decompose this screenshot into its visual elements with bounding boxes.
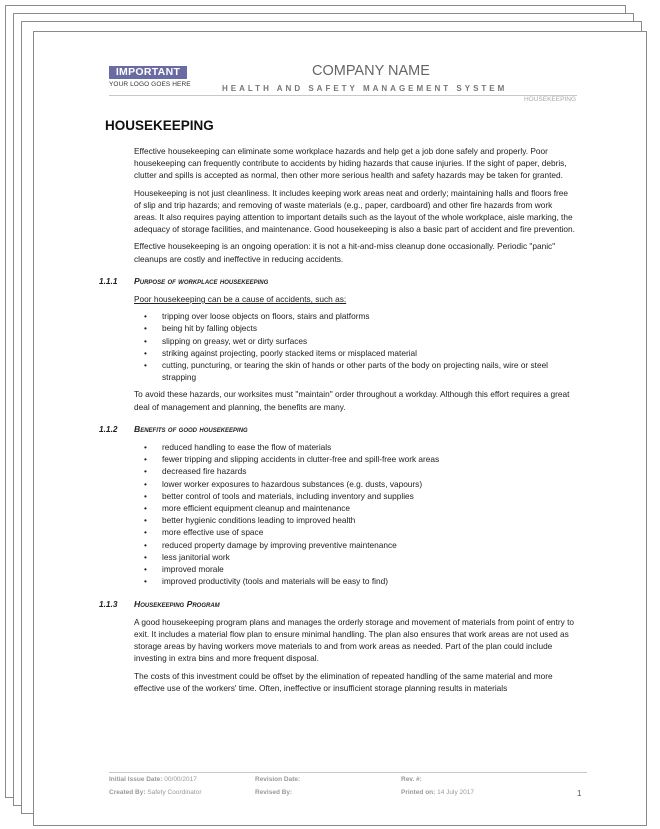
list-item: • tripping over loose objects on floors, stairs and platforms: [144, 311, 370, 322]
benefits-list: [134, 441, 576, 587]
section-number: 1.1.1: [99, 275, 118, 286]
intro-paragraph: Effective housekeeping is an ongoing operation: it is not a hit-and-miss cleanup done occasionally. Periodic "panic" cleanups are costly and ineffective in reducing accidents.: [134, 241, 556, 264]
list-item: • improved morale: [144, 564, 224, 575]
section-heading: [99, 598, 576, 610]
section-title: Housekeeping Program: [134, 598, 220, 609]
intro-paragraph: Housekeeping is not just cleanliness. It includes keeping work areas neat and orderly; maintaining halls and floors free of slip and trip hazards; and removing of waste materials (e.g., paper, cardboard) and other fire hazards from work areas. It also requires paying attention to important details such as the layout of the whole workplace, aisle marking, the adequacy of storage facilities, and maintenance. Good housekeeping is also a basic part of accident and fire prevention.: [134, 187, 575, 235]
company-name: COMPANY NAME: [312, 63, 430, 79]
section-paragraph: The costs of this investment could be offset by the elimination of repeated handling of the same material and more effective use of the workers' time. Often, ineffective or insufficient storage planning results in materials: [134, 670, 553, 693]
list-item: • fewer tripping and slipping accidents in clutter-free and spill-free work areas: [144, 454, 440, 465]
list-item: • better hygienic conditions leading to improved health: [144, 515, 356, 526]
intro-paragraph: Effective housekeeping can eliminate some workplace hazards and help get a job done safely and properly. Poor housekeeping can frequently contribute to accidents by hiding hazards that cause injuries. If the sight of paper, debris, clutter and spills is accepted as normal, then other more serious health and safety hazards may be taken for granted.: [134, 146, 567, 181]
list-item: • reduced handling to ease the flow of materials: [144, 442, 332, 453]
page-number: 1: [577, 789, 582, 798]
document-body: [99, 145, 576, 699]
section-title: Purpose of workplace housekeeping: [134, 275, 269, 286]
list-item: • more efficient equipment cleanup and maintenance: [144, 503, 351, 514]
list-item: • more effective use of space: [144, 527, 264, 538]
list-item: • lower worker exposures to hazardous substances (e.g. dusts, vapours): [144, 478, 423, 489]
footer-revision-date: Revision Date:: [255, 776, 301, 783]
logo-placeholder: IMPORTANT: [109, 66, 187, 79]
logo-subtext: YOUR LOGO GOES HERE: [109, 81, 191, 88]
list-item: • improved productivity (tools and materials will be easy to find): [144, 576, 388, 587]
list-item: • slipping on greasy, wet or dirty surfaces: [144, 335, 308, 346]
section-number: 1.1.3: [99, 598, 118, 609]
footer-created-by: Created By: Safety Coordinator: [109, 789, 202, 796]
system-name: HEALTH AND SAFETY MANAGEMENT SYSTEM: [222, 84, 508, 93]
list-item: • striking against projecting, poorly stacked items or misplaced material: [144, 347, 418, 358]
list-item: • reduced property damage by improving preventive maintenance: [144, 539, 397, 550]
list-item: • better control of tools and materials, including inventory and supplies: [144, 490, 414, 501]
header-rule: [109, 95, 577, 96]
section-number: 1.1.2: [99, 423, 118, 434]
section-paragraph: To avoid these hazards, our worksites must "maintain" order throughout a workday. Although this effort requires a great deal of management and planning, the benefits are many.: [134, 389, 570, 412]
list-item: • being hit by falling objects: [144, 323, 258, 334]
section-lead: Poor housekeeping can be a cause of accidents, such as:: [134, 294, 347, 305]
document-page: [33, 31, 647, 826]
section-title: Benefits of good housekeeping: [134, 423, 248, 434]
header-tag: HOUSEKEEPING: [523, 96, 576, 103]
section-heading: [99, 423, 576, 435]
list-item: • less janitorial work: [144, 551, 230, 562]
footer-printed-on: Printed on: 14 July 2017: [401, 789, 474, 796]
list-item: • cutting, puncturing, or tearing the skin of hands or other parts of the body on projecting nails, wire or steel strapping: [144, 360, 549, 383]
footer-revised-by: Revised By:: [255, 789, 293, 796]
hazard-list: [134, 310, 576, 383]
footer-rev-number: Rev. #:: [401, 776, 422, 783]
footer-issue-date: Initial Issue Date: 00/00/2017: [109, 776, 197, 783]
page-title: HOUSEKEEPING: [105, 118, 214, 133]
section-paragraph: A good housekeeping program plans and manages the orderly storage and movement of materials from point of entry to exit. It includes a material flow plan to ensure minimal handling. The plan also ensures that work areas are not used as storage areas by having workers move materials to and from work areas as needed. Part of the plan could include investing in extra bins and more frequent disposal.: [134, 616, 574, 664]
footer-rule: [109, 772, 587, 773]
list-item: • decreased fire hazards: [144, 466, 247, 477]
section-heading: [99, 275, 576, 287]
